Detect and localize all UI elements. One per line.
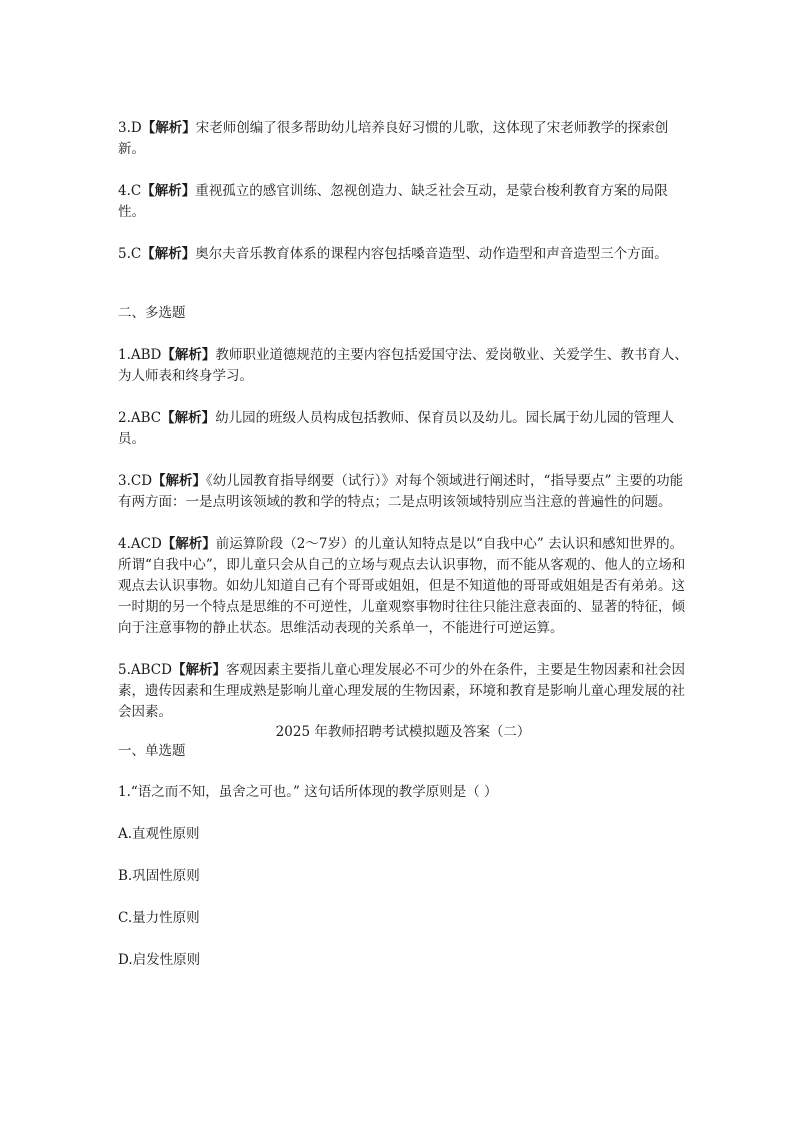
question-1: 1.“语之而不知，虽舍之可也。” 这句话所体现的教学原则是（ ）: [118, 784, 498, 800]
answer-number: 5.C: [118, 246, 142, 262]
answer-single-3: [118, 118, 688, 160]
answer-single-5: [118, 244, 688, 265]
single-choice-section-title: 一、单选题: [118, 743, 186, 759]
answer-single-4: [118, 181, 688, 223]
answer-multi-5: [118, 660, 688, 723]
answer-number: 1.ABD: [118, 347, 162, 363]
answer-number: 5.ABCD: [118, 662, 172, 678]
answer-explanation: 客观因素主要指儿童心理发展必不可少的外在条件，主要是生物因素和社会因素，遗传因素和生理成熟是影响儿童心理发展的生物因素，环境和教育是影响儿童心理发展的社会因素。: [118, 662, 685, 720]
answer-explanation: 重视孤立的感官训练、忽视创造力、缺乏社会互动，是蒙台梭利教育方案的局限性。: [118, 183, 668, 220]
analysis-tag: 【解析】: [161, 410, 216, 426]
exam-title: 2025 年教师招聘考试模拟题及答案（二）: [275, 724, 531, 740]
answer-multi-3: [118, 471, 688, 513]
analysis-tag: 【解析】: [161, 347, 216, 363]
answer-number: 3.CD: [118, 473, 153, 489]
answer-explanation: 宋老师创编了很多帮助幼儿培养良好习惯的儿歌，这体现了宋老师教学的探索创新。: [118, 120, 669, 157]
answer-multi-1: [118, 345, 688, 387]
answer-explanation: 幼儿园的班级人员构成包括教师、保育员以及幼儿。园长属于幼儿园的管理人员。: [118, 410, 675, 447]
answer-multi-4: [118, 534, 688, 639]
answer-explanation: 前运算阶段（2～7岁）的儿童认知特点是以“自我中心” 去认识和感知世界的。所谓“自我中心”，即儿童只会从自己的立场与观点去认识事物，而不能从客观的、他人的立场和观点去认识事物。如幼儿知道自己有个哥哥或姐姐，但是不知道他的哥哥或姐姐是否有弟弟。这一时期的另一个特点是思维的不可逆性，儿童观察事物时往往只能注意表面的、显著的特征，倾向于注意事物的静止状态。思维活动表现的关系单一，不能进行可逆运算。: [118, 536, 686, 636]
option-c: C.量力性原则: [118, 910, 200, 926]
answer-explanation: 《幼儿园教育指导纲要（试行）》对每个领域进行阐述时，“指导要点” 主要的功能有两方面：一是点明该领域的教和学的特点；二是点明该领域特别应当注意的普遍性的问题。: [118, 473, 684, 510]
analysis-tag: 【解析】: [161, 536, 216, 552]
answer-number: 3.D: [118, 120, 142, 136]
option-a: A.直观性原则: [118, 826, 200, 842]
answer-number: 4.C: [118, 183, 142, 199]
analysis-tag: 【解析】: [152, 473, 207, 489]
option-b: B.巩固性原则: [118, 868, 200, 884]
answer-number: 2.ABC: [118, 410, 162, 426]
answer-explanation: 教师职业道德规范的主要内容包括爱国守法、爱岗敬业、关爱学生、教书育人、为人师表和终身学习。: [118, 347, 688, 384]
answer-explanation: 奥尔夫音乐教育体系的课程内容包括嗓音造型、动作造型和声音造型三个方面。: [195, 246, 668, 262]
analysis-tag: 【解析】: [141, 246, 196, 262]
option-d: D.启发性原则: [118, 952, 201, 968]
analysis-tag: 【解析】: [171, 662, 226, 678]
multi-choice-section-title: 二、多选题: [118, 305, 186, 321]
answer-number: 4.ACD: [118, 536, 162, 552]
analysis-tag: 【解析】: [141, 183, 196, 199]
document-page: [118, 118, 688, 992]
answer-multi-2: [118, 408, 688, 450]
analysis-tag: 【解析】: [141, 120, 196, 136]
